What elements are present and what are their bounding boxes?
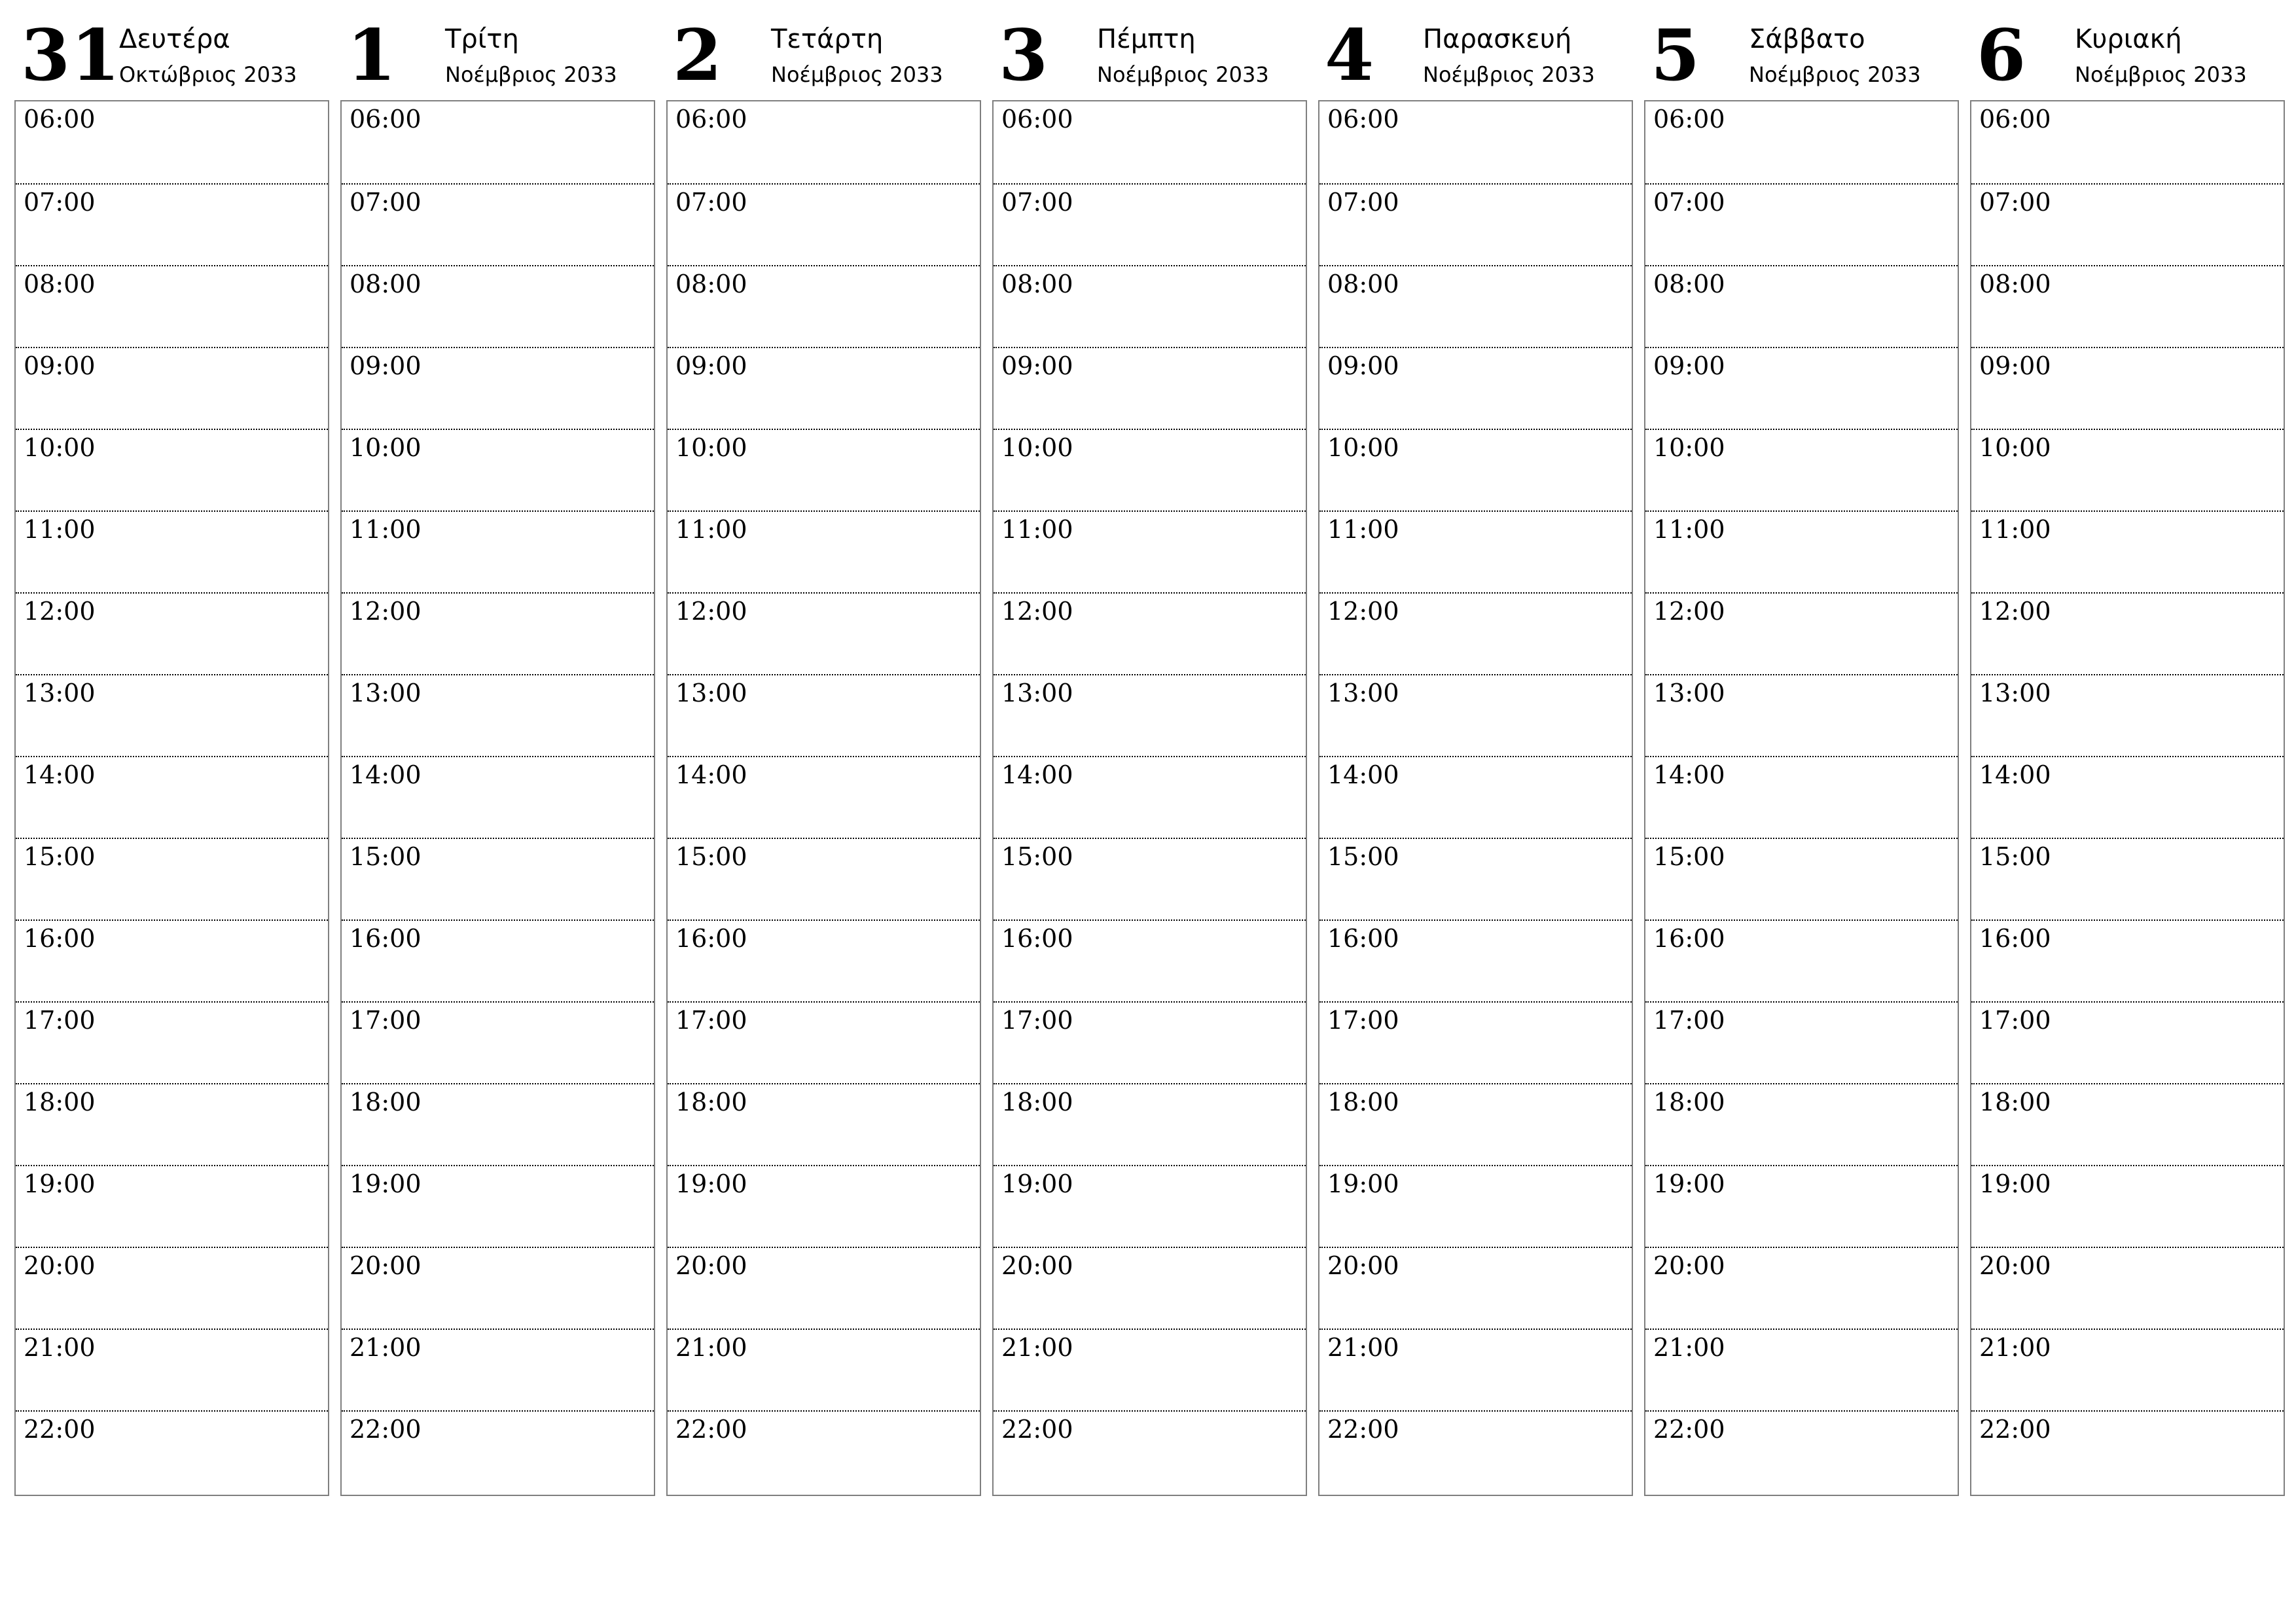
time-label: 16:00	[1327, 924, 1399, 953]
time-slot[interactable]	[994, 183, 1306, 266]
time-label: 11:00	[1001, 515, 1073, 544]
time-label: 09:00	[24, 351, 96, 380]
time-label: 08:00	[1653, 270, 1725, 298]
time-slot[interactable]	[16, 1247, 328, 1330]
time-slot[interactable]	[668, 756, 980, 839]
time-label: 16:00	[24, 924, 96, 953]
time-label: 18:00	[350, 1088, 422, 1116]
time-label: 21:00	[1327, 1333, 1399, 1362]
time-label: 21:00	[1653, 1333, 1725, 1362]
time-slot[interactable]	[1971, 183, 2284, 266]
time-slot[interactable]	[16, 510, 328, 594]
time-slot[interactable]	[342, 674, 654, 757]
time-slot[interactable]	[342, 1410, 654, 1493]
time-slot[interactable]	[342, 183, 654, 266]
time-slot[interactable]	[16, 429, 328, 512]
time-label: 17:00	[675, 1006, 747, 1035]
day-header	[1318, 0, 1633, 101]
time-slot[interactable]	[1971, 429, 2284, 512]
time-slot[interactable]	[1971, 265, 2284, 348]
time-slot[interactable]	[1319, 1083, 1632, 1166]
time-label: 12:00	[1327, 597, 1399, 626]
time-slot[interactable]	[1971, 1329, 2284, 1412]
time-label: 16:00	[675, 924, 747, 953]
time-slot[interactable]	[16, 265, 328, 348]
time-label: 17:00	[1001, 1006, 1073, 1035]
time-slot[interactable]	[994, 101, 1306, 183]
time-slot[interactable]	[1645, 674, 1958, 757]
time-label: 10:00	[1001, 433, 1073, 462]
time-label: 06:00	[24, 105, 96, 134]
time-slot[interactable]	[1645, 1329, 1958, 1412]
day-number: 31	[21, 14, 121, 97]
month-year-label: Νοέμβριος 2033	[2075, 62, 2247, 87]
time-slot[interactable]	[1645, 265, 1958, 348]
time-slot[interactable]	[1319, 1165, 1632, 1248]
time-label: 19:00	[350, 1169, 422, 1198]
weekday-label: Δευτέρα	[119, 24, 230, 54]
time-label: 20:00	[1653, 1251, 1725, 1280]
time-slot[interactable]	[1971, 674, 2284, 757]
time-label: 15:00	[1653, 842, 1725, 871]
time-label: 19:00	[1327, 1169, 1399, 1198]
time-slot[interactable]	[1971, 101, 2284, 183]
time-label: 11:00	[24, 515, 96, 544]
time-slot[interactable]	[1971, 1165, 2284, 1248]
time-slot[interactable]	[342, 347, 654, 430]
day-header	[1970, 0, 2285, 101]
time-slot[interactable]	[1319, 183, 1632, 266]
day-column	[340, 0, 655, 1506]
time-label: 13:00	[1001, 679, 1073, 707]
day-header	[340, 0, 655, 101]
day-column	[1644, 0, 1959, 1506]
time-slot[interactable]	[1645, 1410, 1958, 1493]
time-label: 09:00	[1327, 351, 1399, 380]
time-label: 09:00	[1979, 351, 2051, 380]
time-label: 11:00	[350, 515, 422, 544]
time-label: 14:00	[24, 760, 96, 789]
time-slot[interactable]	[342, 510, 654, 594]
time-label: 10:00	[24, 433, 96, 462]
time-slot[interactable]	[668, 592, 980, 675]
day-column	[1970, 0, 2285, 1506]
time-label: 12:00	[1979, 597, 2051, 626]
time-label: 18:00	[1327, 1088, 1399, 1116]
day-number: 2	[673, 14, 723, 97]
time-slot[interactable]	[1645, 347, 1958, 430]
day-schedule-box	[992, 100, 1307, 1496]
time-slot[interactable]	[994, 265, 1306, 348]
time-label: 07:00	[1979, 188, 2051, 217]
time-slot[interactable]	[1971, 1083, 2284, 1166]
time-slot[interactable]	[1971, 1001, 2284, 1084]
time-slot[interactable]	[1645, 838, 1958, 921]
time-label: 13:00	[675, 679, 747, 707]
time-slot[interactable]	[1645, 101, 1958, 183]
time-label: 16:00	[1979, 924, 2051, 953]
day-schedule-box	[14, 100, 329, 1496]
time-slot[interactable]	[1319, 1001, 1632, 1084]
weekday-label: Τετάρτη	[771, 24, 884, 54]
month-year-label: Νοέμβριος 2033	[1097, 62, 1269, 87]
time-label: 07:00	[350, 188, 422, 217]
day-column	[992, 0, 1307, 1506]
time-slot[interactable]	[16, 101, 328, 183]
time-slot[interactable]	[1971, 1247, 2284, 1330]
time-label: 14:00	[1653, 760, 1725, 789]
time-slot[interactable]	[1319, 265, 1632, 348]
month-year-label: Νοέμβριος 2033	[445, 62, 617, 87]
time-label: 08:00	[675, 270, 747, 298]
weekday-label: Τρίτη	[445, 24, 519, 54]
time-label: 11:00	[1327, 515, 1399, 544]
time-label: 19:00	[675, 1169, 747, 1198]
month-year-label: Νοέμβριος 2033	[771, 62, 943, 87]
time-slot[interactable]	[668, 1410, 980, 1493]
time-label: 22:00	[1653, 1415, 1725, 1444]
time-slot[interactable]	[1645, 756, 1958, 839]
time-slot[interactable]	[1319, 347, 1632, 430]
day-column	[14, 0, 329, 1506]
time-slot[interactable]	[342, 101, 654, 183]
time-slot[interactable]	[668, 1083, 980, 1166]
time-slot[interactable]	[1645, 1083, 1958, 1166]
time-label: 11:00	[1979, 515, 2051, 544]
time-slot[interactable]	[1645, 1165, 1958, 1248]
time-slot[interactable]	[1971, 838, 2284, 921]
time-slot[interactable]	[994, 347, 1306, 430]
time-slot[interactable]	[1971, 1410, 2284, 1493]
time-label: 13:00	[1653, 679, 1725, 707]
time-label: 09:00	[675, 351, 747, 380]
time-label: 06:00	[1327, 105, 1399, 134]
time-label: 22:00	[675, 1415, 747, 1444]
time-slot[interactable]	[16, 183, 328, 266]
time-label: 08:00	[1327, 270, 1399, 298]
time-label: 14:00	[350, 760, 422, 789]
time-slot[interactable]	[1319, 1410, 1632, 1493]
time-label: 18:00	[24, 1088, 96, 1116]
time-slot[interactable]	[668, 674, 980, 757]
time-label: 15:00	[350, 842, 422, 871]
time-label: 14:00	[675, 760, 747, 789]
time-label: 19:00	[1653, 1169, 1725, 1198]
time-slot[interactable]	[16, 1165, 328, 1248]
time-slot[interactable]	[1319, 101, 1632, 183]
time-label: 10:00	[1653, 433, 1725, 462]
time-slot[interactable]	[16, 1083, 328, 1166]
time-label: 22:00	[1979, 1415, 2051, 1444]
time-slot[interactable]	[668, 510, 980, 594]
time-slot[interactable]	[1319, 838, 1632, 921]
time-label: 18:00	[1979, 1088, 2051, 1116]
time-label: 13:00	[350, 679, 422, 707]
time-label: 06:00	[350, 105, 422, 134]
time-slot[interactable]	[16, 756, 328, 839]
month-year-label: Οκτώβριος 2033	[119, 62, 297, 87]
time-label: 06:00	[1653, 105, 1725, 134]
time-label: 21:00	[24, 1333, 96, 1362]
time-slot[interactable]	[994, 592, 1306, 675]
time-label: 12:00	[350, 597, 422, 626]
time-slot[interactable]	[1645, 592, 1958, 675]
time-label: 19:00	[1001, 1169, 1073, 1198]
time-slot[interactable]	[994, 756, 1306, 839]
time-label: 13:00	[1327, 679, 1399, 707]
time-slot[interactable]	[994, 1410, 1306, 1493]
day-number: 4	[1325, 14, 1375, 97]
time-label: 20:00	[24, 1251, 96, 1280]
day-number: 1	[347, 14, 397, 97]
day-header	[992, 0, 1307, 101]
time-slot[interactable]	[1319, 919, 1632, 1003]
day-header	[1644, 0, 1959, 101]
time-slot[interactable]	[1319, 756, 1632, 839]
time-slot[interactable]	[1319, 1329, 1632, 1412]
time-label: 07:00	[24, 188, 96, 217]
time-label: 21:00	[1979, 1333, 2051, 1362]
time-label: 13:00	[1979, 679, 2051, 707]
time-slot[interactable]	[16, 1410, 328, 1493]
weekday-label: Σάββατο	[1749, 24, 1865, 54]
time-label: 18:00	[1001, 1088, 1073, 1116]
time-slot[interactable]	[668, 347, 980, 430]
day-schedule-box	[1644, 100, 1959, 1496]
time-label: 22:00	[350, 1415, 422, 1444]
time-label: 22:00	[1001, 1415, 1073, 1444]
day-schedule-box	[666, 100, 981, 1496]
time-slot[interactable]	[668, 1001, 980, 1084]
time-label: 09:00	[1001, 351, 1073, 380]
weekday-label: Κυριακή	[2075, 24, 2182, 54]
month-year-label: Νοέμβριος 2033	[1423, 62, 1595, 87]
time-slot[interactable]	[668, 919, 980, 1003]
time-label: 17:00	[1327, 1006, 1399, 1035]
time-label: 08:00	[24, 270, 96, 298]
time-slot[interactable]	[342, 1165, 654, 1248]
time-slot[interactable]	[668, 1165, 980, 1248]
day-column	[1318, 0, 1633, 1506]
time-slot[interactable]	[1319, 592, 1632, 675]
time-slot[interactable]	[668, 1329, 980, 1412]
time-label: 19:00	[1979, 1169, 2051, 1198]
time-slot[interactable]	[668, 183, 980, 266]
time-slot[interactable]	[1319, 1247, 1632, 1330]
time-slot[interactable]	[1645, 1247, 1958, 1330]
time-label: 12:00	[1001, 597, 1073, 626]
time-label: 20:00	[675, 1251, 747, 1280]
time-label: 18:00	[1653, 1088, 1725, 1116]
time-slot[interactable]	[1971, 347, 2284, 430]
time-slot[interactable]	[1645, 183, 1958, 266]
time-label: 06:00	[675, 105, 747, 134]
time-slot[interactable]	[16, 1001, 328, 1084]
time-slot[interactable]	[342, 838, 654, 921]
time-label: 12:00	[24, 597, 96, 626]
time-slot[interactable]	[1645, 1001, 1958, 1084]
time-label: 11:00	[675, 515, 747, 544]
time-label: 10:00	[1327, 433, 1399, 462]
day-header	[666, 0, 981, 101]
time-label: 07:00	[1653, 188, 1725, 217]
time-slot[interactable]	[16, 592, 328, 675]
time-slot[interactable]	[994, 1083, 1306, 1166]
time-label: 08:00	[350, 270, 422, 298]
time-slot[interactable]	[1971, 592, 2284, 675]
time-label: 15:00	[1327, 842, 1399, 871]
month-year-label: Νοέμβριος 2033	[1749, 62, 1921, 87]
time-slot[interactable]	[1645, 919, 1958, 1003]
time-label: 15:00	[1979, 842, 2051, 871]
time-slot[interactable]	[1319, 510, 1632, 594]
time-slot[interactable]	[994, 429, 1306, 512]
time-slot[interactable]	[994, 1247, 1306, 1330]
time-label: 08:00	[1001, 270, 1073, 298]
time-slot[interactable]	[994, 838, 1306, 921]
time-label: 10:00	[1979, 433, 2051, 462]
time-label: 17:00	[1653, 1006, 1725, 1035]
time-label: 16:00	[350, 924, 422, 953]
time-label: 14:00	[1001, 760, 1073, 789]
time-slot[interactable]	[342, 919, 654, 1003]
time-label: 06:00	[1001, 105, 1073, 134]
time-slot[interactable]	[994, 1165, 1306, 1248]
time-label: 13:00	[24, 679, 96, 707]
time-label: 21:00	[350, 1333, 422, 1362]
time-label: 18:00	[675, 1088, 747, 1116]
time-label: 20:00	[1001, 1251, 1073, 1280]
time-slot[interactable]	[994, 1001, 1306, 1084]
time-label: 22:00	[1327, 1415, 1399, 1444]
time-label: 12:00	[675, 597, 747, 626]
time-slot[interactable]	[342, 429, 654, 512]
time-slot[interactable]	[16, 674, 328, 757]
time-slot[interactable]	[16, 1329, 328, 1412]
time-slot[interactable]	[994, 674, 1306, 757]
time-slot[interactable]	[342, 592, 654, 675]
time-slot[interactable]	[342, 1247, 654, 1330]
time-slot[interactable]	[1971, 756, 2284, 839]
time-label: 07:00	[1327, 188, 1399, 217]
time-slot[interactable]	[342, 1001, 654, 1084]
weekday-label: Παρασκευή	[1423, 24, 1572, 54]
weekday-label: Πέμπτη	[1097, 24, 1196, 54]
time-label: 07:00	[1001, 188, 1073, 217]
day-schedule-box	[340, 100, 655, 1496]
time-slot[interactable]	[1319, 674, 1632, 757]
day-schedule-box	[1970, 100, 2285, 1496]
day-schedule-box	[1318, 100, 1633, 1496]
time-slot[interactable]	[342, 756, 654, 839]
time-label: 20:00	[1979, 1251, 2051, 1280]
time-slot[interactable]	[668, 1247, 980, 1330]
time-label: 12:00	[1653, 597, 1725, 626]
time-label: 16:00	[1653, 924, 1725, 953]
time-label: 17:00	[1979, 1006, 2051, 1035]
time-label: 14:00	[1979, 760, 2051, 789]
day-column	[666, 0, 981, 1506]
time-slot[interactable]	[668, 429, 980, 512]
time-slot[interactable]	[1971, 510, 2284, 594]
time-label: 15:00	[24, 842, 96, 871]
time-label: 10:00	[675, 433, 747, 462]
time-label: 14:00	[1327, 760, 1399, 789]
time-label: 21:00	[675, 1333, 747, 1362]
time-label: 20:00	[1327, 1251, 1399, 1280]
time-slot[interactable]	[668, 101, 980, 183]
time-slot[interactable]	[342, 265, 654, 348]
time-label: 17:00	[350, 1006, 422, 1035]
time-label: 08:00	[1979, 270, 2051, 298]
time-slot[interactable]	[668, 838, 980, 921]
time-label: 09:00	[350, 351, 422, 380]
time-slot[interactable]	[1971, 919, 2284, 1003]
time-label: 09:00	[1653, 351, 1725, 380]
time-label: 07:00	[675, 188, 747, 217]
time-label: 19:00	[24, 1169, 96, 1198]
time-slot[interactable]	[342, 1329, 654, 1412]
time-label: 15:00	[675, 842, 747, 871]
time-slot[interactable]	[16, 919, 328, 1003]
time-slot[interactable]	[994, 510, 1306, 594]
time-slot[interactable]	[16, 838, 328, 921]
time-slot[interactable]	[1645, 429, 1958, 512]
time-slot[interactable]	[1645, 510, 1958, 594]
time-slot[interactable]	[16, 347, 328, 430]
time-label: 17:00	[24, 1006, 96, 1035]
time-label: 11:00	[1653, 515, 1725, 544]
day-header	[14, 0, 329, 101]
day-number: 6	[1977, 14, 2027, 97]
time-label: 22:00	[24, 1415, 96, 1444]
day-number: 3	[999, 14, 1049, 97]
day-number: 5	[1651, 14, 1701, 97]
time-slot[interactable]	[1319, 429, 1632, 512]
time-label: 06:00	[1979, 105, 2051, 134]
time-label: 15:00	[1001, 842, 1073, 871]
time-slot[interactable]	[668, 265, 980, 348]
time-label: 10:00	[350, 433, 422, 462]
time-slot[interactable]	[994, 919, 1306, 1003]
time-slot[interactable]	[342, 1083, 654, 1166]
time-label: 21:00	[1001, 1333, 1073, 1362]
time-slot[interactable]	[994, 1329, 1306, 1412]
time-label: 20:00	[350, 1251, 422, 1280]
time-label: 16:00	[1001, 924, 1073, 953]
